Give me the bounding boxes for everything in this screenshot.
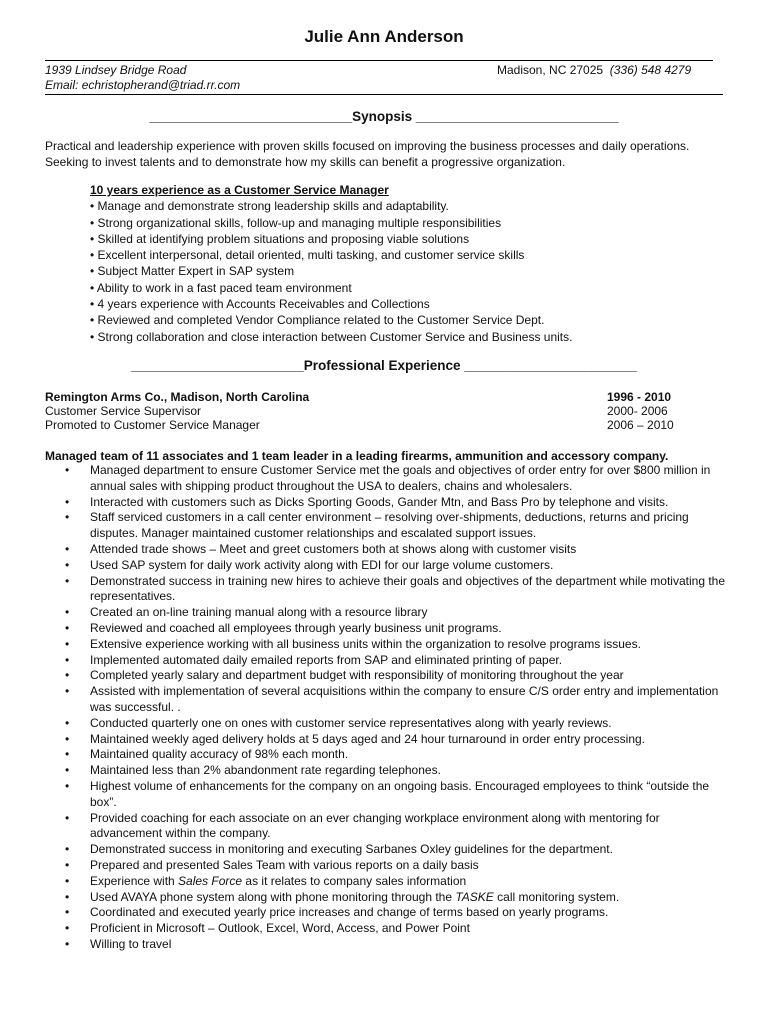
list-item: • Provided coaching for each associate on an ever changing workplace environment along with mentoring for advancement within the company.: [65, 810, 660, 841]
city: Madison, NC 27025: [497, 63, 604, 77]
list-item: • Managed department to ensure Customer Service met the goals and objectives of order entry for over $800 million in annual sales with shipping product throughout the USA to dealers, chains and wholesalers.: [65, 463, 711, 493]
email-label: Email:: [45, 78, 79, 92]
list-item: • Manage and demonstrate strong leadership skills and adaptability.: [90, 199, 449, 214]
bullet-icon: •: [65, 936, 70, 951]
bullet-icon: •: [65, 763, 70, 778]
list-item: • Assisted with implementation of several acquisitions within the company to ensure C/S order entry and implementation was successful. .: [65, 684, 719, 714]
list-item: • Conducted quarterly one on ones with customer service representatives along with yearly reviews.: [65, 715, 612, 730]
company-name: Remington Arms Co., Madison, North Carolina: [45, 390, 310, 404]
bullet-icon: •: [65, 842, 70, 857]
list-item: • Coordinated and executed yearly price increases and change of terms based on yearly programs.: [65, 905, 609, 920]
role-years: 2006 – 2010: [607, 418, 674, 432]
bullet-icon: •: [65, 921, 70, 936]
bullet-icon: •: [65, 857, 70, 872]
company-row: [45, 390, 685, 404]
bullet-icon: •: [65, 668, 70, 683]
address: 1939 Lindsey Bridge Road: [45, 63, 187, 77]
bullet-icon: •: [65, 747, 70, 762]
list-item: • Attended trade shows – Meet and greet customers both at shows along with customer visits: [65, 541, 577, 556]
synopsis-intro: Practical and leadership experience with proven skills focused on improving the business processes and daily operations. Seeking to invest talents and to demonstrate how my skills can benefit a progressive organization.: [45, 139, 690, 169]
list-item: • Maintained quality accuracy of 98% each month.: [65, 747, 349, 762]
job-block: [45, 390, 685, 432]
bullet-icon: •: [65, 541, 70, 556]
list-item: • Prepared and presented Sales Team with various reports on a daily basis: [65, 857, 479, 872]
applicant-name: Julie Ann Anderson: [304, 27, 464, 46]
synopsis-title: 10 years experience as a Customer Service Manager: [90, 183, 389, 197]
list-item: • Strong collaboration and close interaction between Customer Service and Business units.: [90, 329, 573, 344]
list-item: • Subject Matter Expert in SAP system: [90, 264, 295, 279]
list-item: • Demonstrated success in training new hires to achieve their goals and objectives of the department while motivating the representatives.: [65, 573, 726, 604]
list-item: • Completed yearly salary and department budget with responsibility of monitoring throughout the year: [65, 668, 624, 683]
synopsis-highlights: [90, 182, 730, 345]
list-item: [45, 890, 735, 906]
bullet-icon: •: [65, 463, 70, 477]
list-item: • Ability to work in a fast paced team environment: [90, 280, 352, 295]
list-item: • Willing to travel: [65, 936, 172, 951]
list-item: • Excellent interpersonal, detail oriented, multi tasking, and customer service skills: [90, 248, 525, 263]
experience-bullets: [45, 463, 735, 953]
bullet-icon: •: [65, 557, 70, 572]
bullet-icon: •: [65, 684, 70, 699]
list-item: • Maintained less than 2% abandonment rate regarding telephones.: [65, 763, 441, 778]
bullet-icon: •: [65, 731, 70, 746]
list-item: • Highest volume of enhancements for the company on an ongoing basis. Encouraged employees to think “outside the box”.: [65, 778, 710, 809]
bullet-icon: •: [65, 636, 70, 651]
role-row: [45, 404, 685, 418]
list-item: • Used SAP system for daily work activity along with EDI for our large volume customers.: [65, 557, 554, 572]
role-years: 2000- 2006: [607, 404, 668, 418]
list-item: • Maintained weekly aged delivery holds at 5 days aged and 24 hour turnaround in order entry processing.: [65, 731, 646, 746]
bullet-icon: •: [65, 810, 70, 825]
salesforce-line: Experience with Sales Force as it relates to company sales information: [90, 873, 467, 888]
synopsis-list: [90, 198, 730, 345]
list-item: • Reviewed and coached all employees through yearly business unit programs.: [65, 620, 502, 635]
avaya-line: Used AVAYA phone system along with phone monitoring through the TASKE call monitoring system.: [90, 889, 620, 904]
bullet-icon: •: [65, 905, 70, 920]
list-item: • Created an on-line training manual along with a resource library: [65, 605, 428, 620]
list-item: • Interacted with customers such as Dicks Sporting Goods, Gander Mtn, and Bass Pro by telephone and visits.: [65, 494, 669, 509]
bullet-icon: •: [65, 605, 70, 620]
list-item: • Staff serviced customers in a call center environment – resolving over-shipments, deductions, returns and pricing disputes. Manager maintained customer relationships and escalated support issues.: [65, 510, 689, 541]
company-years: 1996 - 2010: [607, 390, 672, 404]
bullet-icon: •: [65, 510, 70, 525]
list-item: • Strong organizational skills, follow-up and managing multiple responsibilities: [90, 215, 502, 230]
experience-heading: _______________________Professional Experience _______________________: [131, 358, 637, 373]
list-item: • Implemented automated daily emailed reports from SAP and eliminated printing of paper.: [65, 652, 563, 667]
list-item: • Extensive experience working with all business units within the organization to resolve programs issues.: [65, 636, 641, 651]
bullet-icon: •: [65, 652, 70, 667]
role-title: Customer Service Supervisor: [45, 404, 202, 418]
role-row: [45, 418, 685, 432]
phone: (336) 548 4279: [609, 63, 692, 77]
header-rule-bottom: [45, 94, 723, 95]
list-item: [45, 874, 735, 890]
list-item: • Reviewed and completed Vendor Compliance related to the Customer Service Dept.: [90, 313, 545, 328]
bullet-icon: •: [65, 573, 70, 588]
bullet-icon: •: [65, 873, 70, 888]
list-item: • Skilled at identifying problem situations and proposing viable solutions: [90, 231, 470, 246]
email-line: [45, 78, 240, 92]
header-rule-top: [45, 60, 713, 61]
list-item: • Proficient in Microsoft – Outlook, Excel, Word, Access, and Power Point: [65, 921, 470, 936]
bullet-icon: •: [65, 715, 70, 730]
email-address[interactable]: echristopherand@triad.rr.com: [81, 78, 241, 92]
role-title: Promoted to Customer Service Manager: [45, 418, 260, 432]
bullet-icon: •: [65, 889, 70, 904]
city-phone: [497, 63, 691, 77]
synopsis-heading: ___________________________Synopsis ___________________________: [149, 109, 619, 124]
bullet-icon: •: [65, 620, 70, 635]
experience-summary: Managed team of 11 associates and 1 team leader in a leading firearms, ammunition and accessory company.: [45, 449, 669, 463]
bullet-icon: •: [65, 778, 70, 793]
list-item: • Demonstrated success in monitoring and executing Sarbanes Oxley guidelines for the department.: [65, 842, 613, 857]
list-item: • 4 years experience with Accounts Receivables and Collections: [90, 297, 430, 312]
experience-list: [45, 463, 735, 953]
bullet-icon: •: [65, 494, 70, 509]
